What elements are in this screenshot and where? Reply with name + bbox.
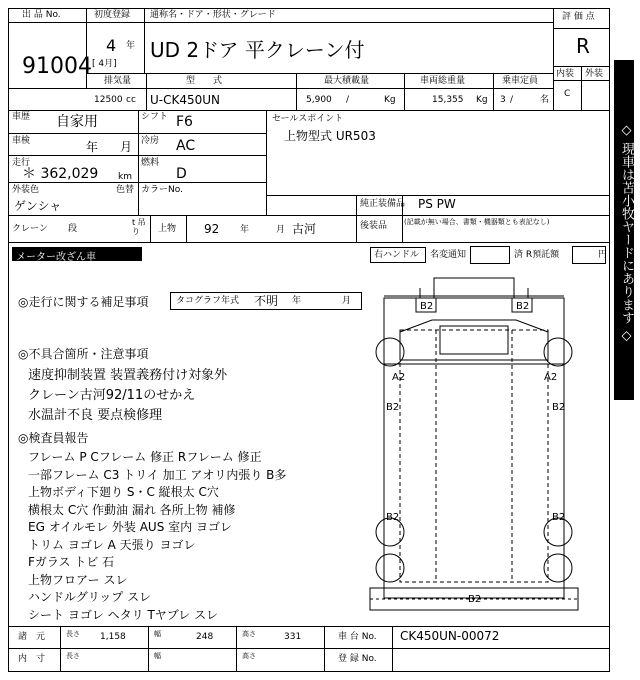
crane-stage: 段 <box>68 224 78 234</box>
width-label: 幅 <box>154 630 161 638</box>
defects-title: ◎不具合箇所・注意事項 <box>18 347 149 361</box>
inspector-note-item: フレーム P Cフレーム 修正 Rフレーム 修正 <box>28 450 262 464</box>
mark-b2-right-2: B2 <box>552 512 566 523</box>
color-change-label: 色替 <box>116 185 135 195</box>
crane-maker: 古河 <box>292 222 317 236</box>
first-reg-label: 初度登録 <box>94 10 131 20</box>
driving-title: ◎走行に関する補足事項 <box>18 295 149 309</box>
line <box>8 215 610 216</box>
crane-hang: t 吊り <box>132 218 146 236</box>
total-weight: 15,355 <box>432 95 464 105</box>
height-label: 高さ <box>242 630 256 638</box>
mark-a2-left: A2 <box>392 372 406 383</box>
height-value: 331 <box>284 632 302 642</box>
line <box>144 8 145 73</box>
sales-point: 上物型式 UR503 <box>284 129 376 143</box>
registration-label: 登 録 No. <box>338 654 377 664</box>
specs-label: 諸 元 <box>18 632 46 642</box>
truck-diagram <box>340 268 608 628</box>
tacho-month: 月 <box>342 296 352 306</box>
inner-width-label: 幅 <box>154 652 161 660</box>
tacho-year: 年 <box>292 296 302 306</box>
line <box>392 626 393 672</box>
ac-label: 冷房 <box>141 136 160 146</box>
line <box>86 73 553 74</box>
inspector-note-item: EG オイルモレ 外装 AUS 室内 ヨゴレ <box>28 520 232 534</box>
line <box>186 215 187 242</box>
line <box>148 626 149 672</box>
inspector-note-item: 一部フレーム C3 トリイ 加工 アオリ内張り B多 <box>28 467 287 482</box>
defect-item: クレーン古河92/11のせかえ <box>28 388 196 403</box>
slash: / <box>510 95 514 105</box>
grade-label: 評 価 点 <box>562 12 595 22</box>
vehicle-name: UD 2ドア 平クレーン付 <box>150 38 365 62</box>
tacho-label: タコグラフ年式 <box>176 296 240 306</box>
tamper-banner-text: メーター改ざん車 <box>16 252 96 263</box>
border-bottom <box>8 671 610 672</box>
line <box>8 626 610 627</box>
mark-b2-left-1: B2 <box>386 402 400 413</box>
max-load-label: 最大積載量 <box>324 76 370 86</box>
retrofit-label: 後装品 <box>360 221 388 231</box>
line <box>266 195 610 196</box>
retrofit-note: (記載が無い場合、書類・機器類とも表記なし) <box>404 218 550 226</box>
genuine-label: 純正装備品 <box>360 199 406 209</box>
ac-value: AC <box>176 138 196 154</box>
shift-label: シフト <box>141 112 169 122</box>
inspector-note-item: トリム ヨゴレ A 天張り ヨゴレ <box>28 537 196 552</box>
line <box>150 215 151 242</box>
inspection-label: 車検 <box>12 136 31 146</box>
color-value: ゲンシャ <box>14 199 62 213</box>
sales-point-label: セールスポイント <box>272 114 344 124</box>
exterior-label: 外装 <box>585 69 604 79</box>
name-change-box <box>470 246 510 264</box>
line <box>553 8 554 110</box>
inspector-note-item: 上物フロアー スレ <box>28 572 128 587</box>
mark-a2-right: A2 <box>544 372 558 383</box>
recycle-label: 済 R預託額 <box>514 250 560 260</box>
model-label: 型 式 <box>186 76 223 86</box>
line <box>324 626 325 672</box>
mark-b2-rear: B2 <box>468 594 482 605</box>
mark-b2-right-1: B2 <box>552 402 566 413</box>
cc-unit: cc <box>126 95 136 105</box>
lot-number: 91004 <box>22 54 92 79</box>
line <box>553 28 609 29</box>
inspection-month: 月 <box>120 140 133 154</box>
fuel-value: D <box>176 166 187 182</box>
model-value: U-CK450UN <box>150 93 221 107</box>
interior-label: 内装 <box>556 69 575 79</box>
line <box>266 110 267 215</box>
name-change-label: 名変通知 <box>430 250 467 260</box>
inner-label: 内 寸 <box>18 654 46 664</box>
yen-unit: 円 <box>598 250 608 260</box>
border-top <box>8 8 610 9</box>
inspector-note-item: 上物ボディ下廻り S・C 縦根太 C穴 <box>28 485 219 499</box>
line <box>8 88 553 89</box>
inspector-note-item: シート ヨゴレ ヘタリ Tヤブレ スレ <box>28 607 219 622</box>
max-load: 5,900 <box>306 95 332 105</box>
line <box>296 73 297 110</box>
line <box>493 73 494 110</box>
inspector-title: ◎検査員報告 <box>18 431 89 445</box>
inner-height-label: 高さ <box>242 652 256 660</box>
displacement: 12500 <box>94 95 123 105</box>
month-value: [ 4月] <box>92 59 117 69</box>
line <box>8 182 266 183</box>
inspector-note-item: Fガラス トビ 石 <box>28 555 115 569</box>
capacity-unit: 名 <box>540 95 550 105</box>
year-unit: 年 <box>126 41 136 51</box>
line <box>8 648 610 649</box>
capacity-label: 乗車定員 <box>502 76 539 86</box>
total-weight-label: 車両総重量 <box>420 76 466 86</box>
line <box>236 626 237 672</box>
kg-unit: Kg <box>384 95 396 105</box>
line <box>581 66 582 110</box>
line <box>8 22 553 23</box>
tacho-value: 不明 <box>254 294 279 308</box>
line <box>404 73 405 110</box>
grade-value: R <box>576 34 590 58</box>
handle-box <box>370 247 426 263</box>
history-label: 車歴 <box>12 112 31 122</box>
line <box>8 110 610 111</box>
crane-label: クレーン <box>12 224 48 234</box>
fuel-label: 燃料 <box>141 158 160 168</box>
km-unit: km <box>118 172 132 182</box>
name-label: 通称名・ドア・形状・グレード <box>150 10 276 20</box>
slash: / <box>346 95 350 105</box>
line <box>146 73 147 110</box>
defect-item: 速度抑制装置 装置義務付け対象外 <box>28 368 228 383</box>
line <box>8 133 266 134</box>
interior-value: C <box>564 89 571 99</box>
month-unit: 月 <box>276 225 286 235</box>
genuine-value: PS PW <box>418 197 456 211</box>
upper-year: 92 <box>204 222 220 236</box>
mark-b2-top-right: B2 <box>516 301 530 312</box>
mark-b2-left-2: B2 <box>386 512 400 523</box>
line <box>138 110 139 215</box>
yard-notice: ◇ 現車は苫小牧ヤードにあります ◇ <box>614 60 634 400</box>
handle-text: 右ハンドル <box>374 250 420 260</box>
lot-label: 出 品 No. <box>22 10 61 20</box>
length-value: 1,158 <box>100 632 126 642</box>
chassis-value: CK450UN-00072 <box>400 629 500 643</box>
year-unit: 年 <box>240 225 250 235</box>
defect-item: 水温計不良 要点検修理 <box>28 408 163 423</box>
mark-b2-top-left: B2 <box>420 301 434 312</box>
year-value: 4 <box>106 36 117 55</box>
tamper-banner <box>12 247 142 261</box>
shift-value: F6 <box>176 114 193 130</box>
color-label: 外装色 <box>12 185 40 195</box>
mileage-label: 走行 <box>12 158 31 168</box>
displacement-label: 排気量 <box>104 76 132 86</box>
line <box>8 242 610 243</box>
inspector-note-item: 横根太 C穴 作動油 漏れ 各所上物 補修 <box>28 502 236 517</box>
total-kg: Kg <box>476 95 488 105</box>
width-value: 248 <box>196 632 214 642</box>
upper-label: 上物 <box>158 224 177 234</box>
border-left <box>8 8 9 672</box>
color-code-label: カラーNo. <box>141 185 183 195</box>
inspector-note-item: ハンドルグリップ スレ <box>28 590 152 604</box>
capacity: 3 <box>500 95 506 105</box>
inspection-year: 年 <box>86 140 99 154</box>
line <box>356 195 357 242</box>
line <box>60 626 61 672</box>
border-right <box>609 8 610 672</box>
line <box>8 155 266 156</box>
length-label: 長さ <box>66 630 80 638</box>
mileage-value: ＊ 362,029 <box>22 166 99 182</box>
history-value: 自家用 <box>56 114 98 130</box>
chassis-label: 車 台 No. <box>338 632 377 642</box>
inner-length-label: 長さ <box>66 652 80 660</box>
